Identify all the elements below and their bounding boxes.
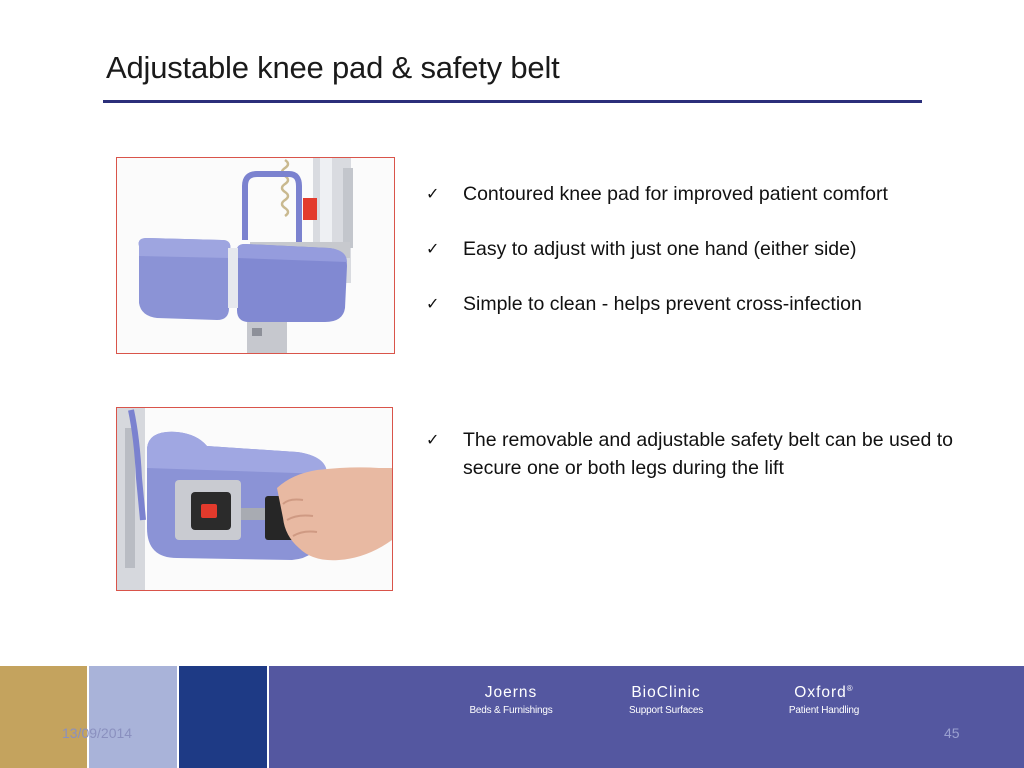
list-item bbox=[426, 235, 888, 263]
brand-subtitle: Patient Handling bbox=[788, 705, 860, 717]
safety-belt-feature-list bbox=[426, 426, 963, 509]
title-underline bbox=[103, 100, 922, 103]
brand-subtitle: Support Surfaces bbox=[628, 705, 704, 716]
bullet-text: Simple to clean - helps prevent cross-infection bbox=[463, 293, 862, 315]
footer-light-blue-block bbox=[89, 666, 177, 768]
list-item bbox=[426, 290, 888, 318]
check-icon: ✓ bbox=[426, 430, 440, 449]
slide-date: 13/09/2014 bbox=[62, 725, 133, 741]
check-icon: ✓ bbox=[426, 239, 440, 258]
bullet-text: Contoured knee pad for improved patient comfort bbox=[463, 183, 888, 205]
slide-title: Adjustable knee pad & safety belt bbox=[106, 50, 560, 85]
footer-band bbox=[0, 666, 1024, 768]
bullet-text: The removable and adjustable safety belt can be used to secure one or both legs during the lift bbox=[463, 429, 953, 479]
knee-pad-feature-list bbox=[426, 180, 888, 345]
brand-bioclinic bbox=[620, 684, 712, 716]
brand-joerns bbox=[465, 684, 557, 716]
brand-name: Oxford® bbox=[794, 684, 854, 702]
brand-name: Joerns bbox=[484, 684, 538, 701]
footer-navy-block bbox=[179, 666, 267, 768]
list-item bbox=[426, 426, 963, 482]
slide-page-number: 45 bbox=[944, 725, 960, 741]
footer-purple-block bbox=[269, 666, 1024, 768]
list-item bbox=[426, 180, 888, 208]
registered-mark: ® bbox=[846, 684, 854, 693]
knee-pad-photo bbox=[116, 157, 395, 354]
brand-oxford bbox=[778, 684, 870, 716]
brand-name: BioClinic bbox=[631, 684, 701, 701]
check-icon: ✓ bbox=[426, 184, 440, 203]
check-icon: ✓ bbox=[426, 294, 440, 313]
bullet-text: Easy to adjust with just one hand (either side) bbox=[463, 238, 857, 260]
safety-belt-photo bbox=[116, 407, 393, 591]
brand-subtitle: Beds & Furnishings bbox=[469, 705, 553, 716]
footer-gold-block bbox=[0, 666, 87, 768]
